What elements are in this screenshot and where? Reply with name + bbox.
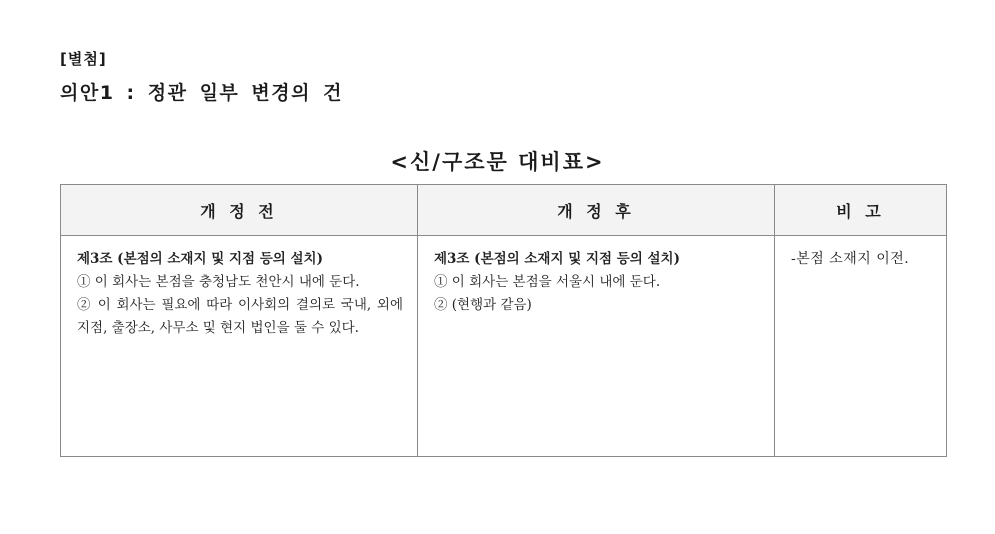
paragraph-before-2: ② 이 회사는 필요에 따라 이사회의 결의로 국내, 외에 지점, 출장소, 사무소 및 현지 법인을 둘 수 있다. <box>77 297 403 336</box>
column-header-before: 개 정 전 <box>61 185 418 236</box>
agenda-title: 의안1 : 정관 일부 변경의 건 <box>60 82 343 104</box>
cell-before <box>61 236 418 457</box>
remark-text: -본점 소재지 이전. <box>791 251 910 267</box>
clause-title-after: 제3조 (본점의 소재지 및 지점 등의 설치) <box>434 251 680 267</box>
paragraph-before-1: ① 이 회사는 본점을 충청남도 천안시 내에 둔다. <box>77 274 360 290</box>
paragraph-after-1: ① 이 회사는 본점을 서울시 내에 둔다. <box>434 274 661 290</box>
clause-title-before: 제3조 (본점의 소재지 및 지점 등의 설치) <box>77 251 323 267</box>
attachment-label: [별첨] <box>60 50 107 68</box>
comparison-table <box>60 184 947 457</box>
column-header-after: 개 정 후 <box>418 185 775 236</box>
table-title: <신/구조문 대비표> <box>390 150 605 174</box>
table-header-row <box>61 185 947 236</box>
paragraph-after-2: ② (현행과 같음) <box>434 297 532 313</box>
column-header-remarks: 비 고 <box>775 185 947 236</box>
table-row <box>61 236 947 457</box>
cell-after <box>418 236 775 457</box>
cell-remarks <box>775 236 947 457</box>
